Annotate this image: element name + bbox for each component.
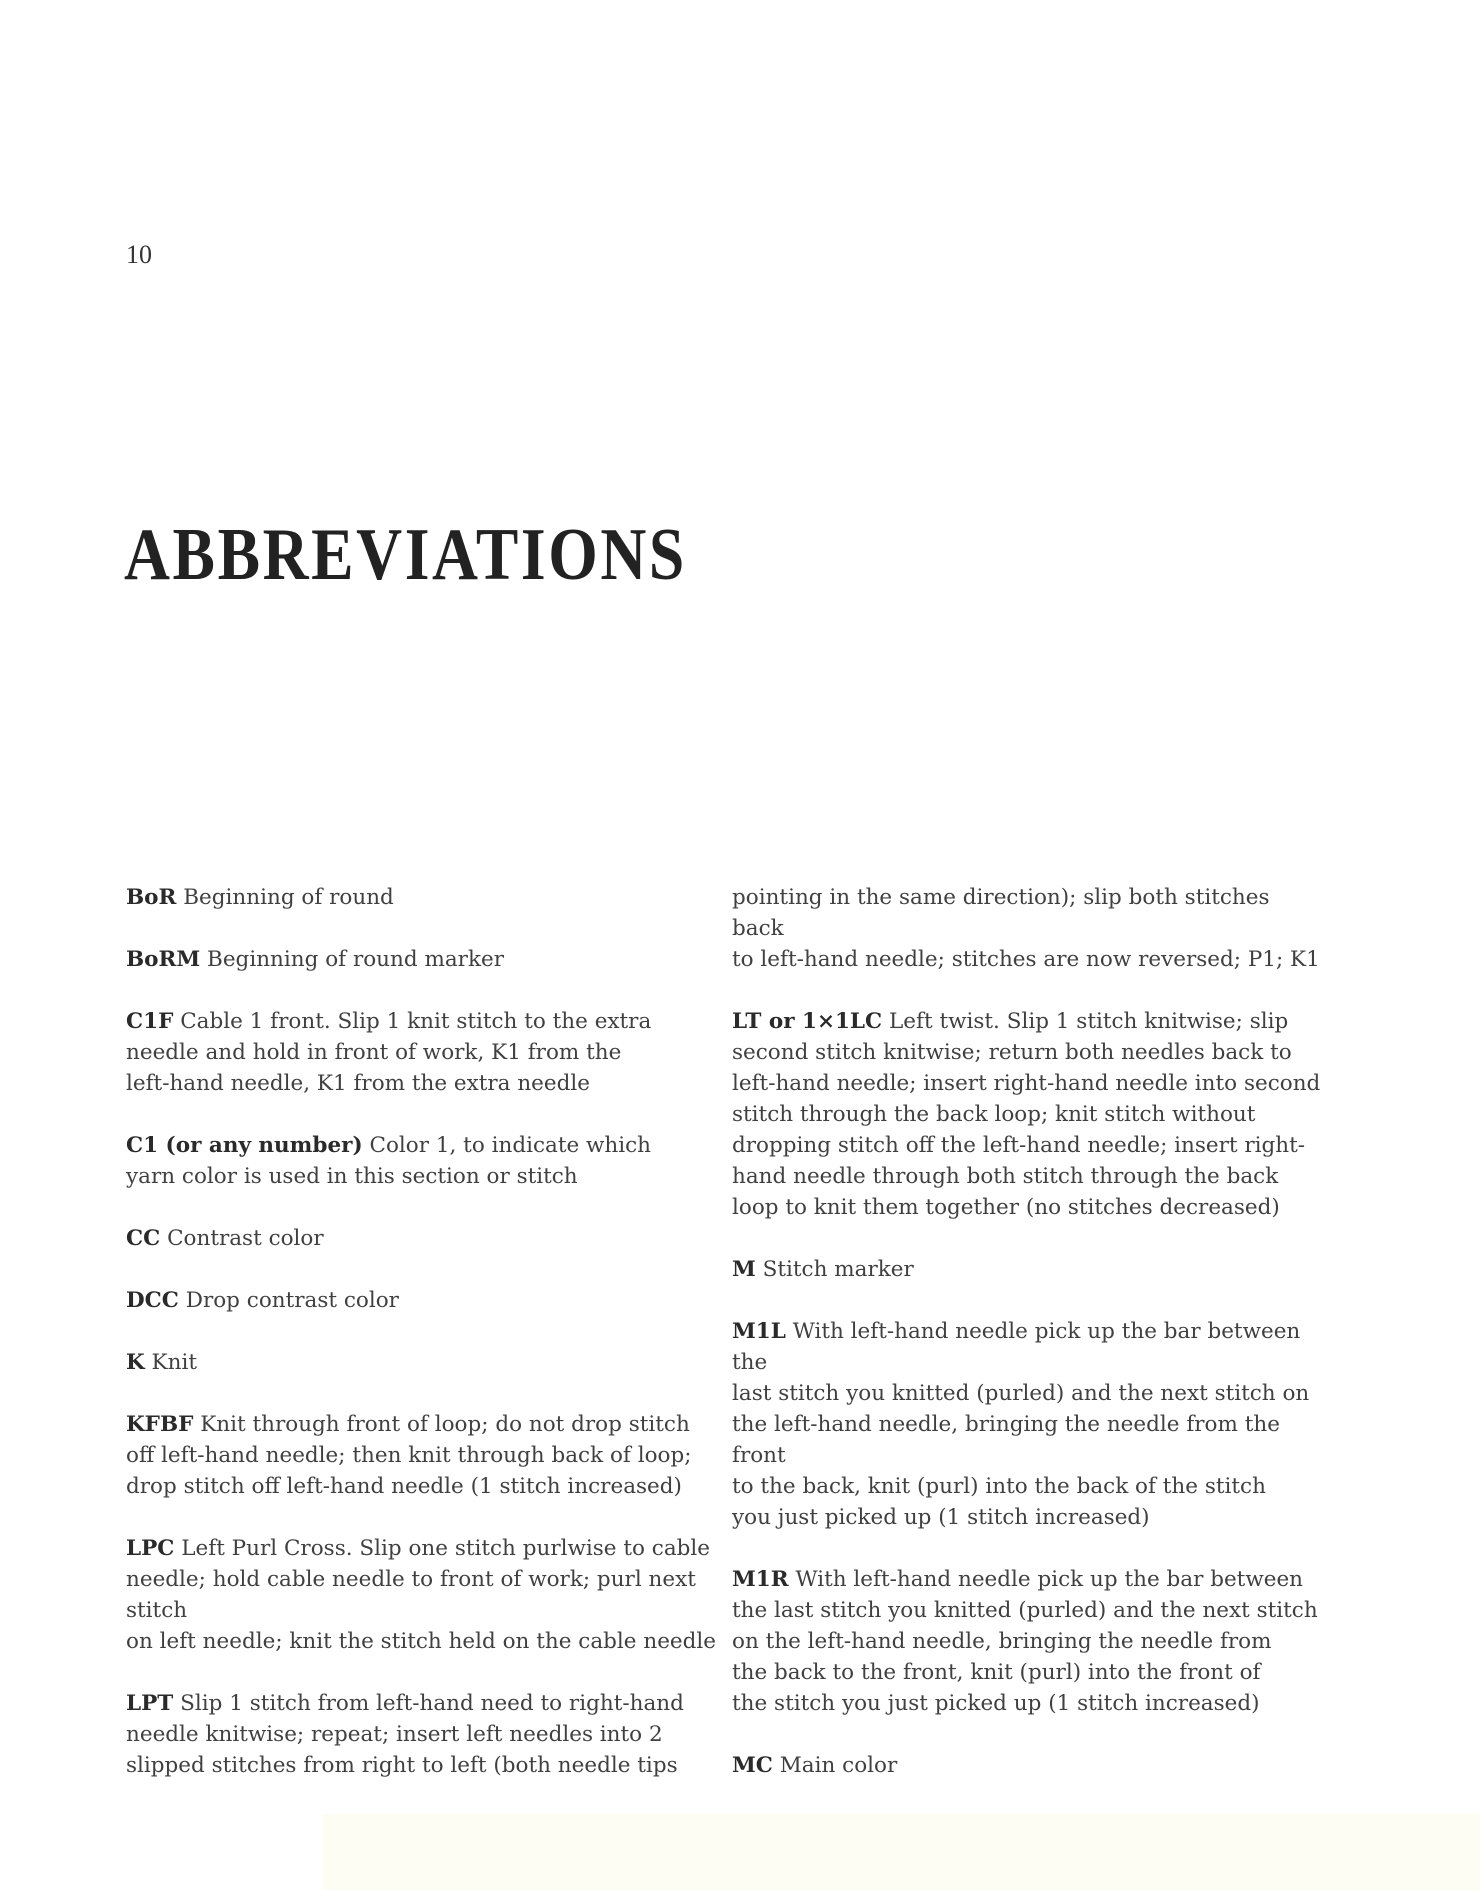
abbreviation-term: K <box>126 1350 145 1375</box>
continued-definition: pointing in the same direction); slip both stitches back to left-hand needle; stitches are now reversed; P1; K1 <box>732 885 1320 972</box>
abbreviation-entry <box>126 1688 716 1781</box>
abbreviation-entry <box>126 1347 716 1378</box>
abbreviation-term: BoR <box>126 885 177 910</box>
abbreviation-definition: Slip 1 stitch from left-hand need to right-hand needle knitwise; repeat; insert left needles into 2 slipped stitches from right to left (both needle tips <box>126 1691 684 1778</box>
abbreviation-definition: Beginning of round <box>183 885 394 910</box>
abbreviations-left-column <box>126 882 716 1812</box>
abbreviation-entry <box>732 1564 1322 1719</box>
abbreviation-entry <box>126 1006 716 1099</box>
page-title: ABBREVIATIONS <box>124 514 687 596</box>
abbreviation-term: LPT <box>126 1691 174 1716</box>
abbreviation-term: LPC <box>126 1536 175 1561</box>
abbreviation-definition: Left Purl Cross. Slip one stitch purlwise to cable needle; hold cable needle to front of work; purl next stitch on left needle; knit the stitch held on the cable needle <box>126 1536 717 1654</box>
abbreviation-definition: With left-hand needle pick up the bar between the last stitch you knitted (purled) and the next stitch on the left-hand needle, bringing the needle from the front to the back, knit (purl) into the back of the stitch you just picked up (1 stitch increased) <box>732 1319 1310 1530</box>
abbreviation-entry <box>126 1409 716 1502</box>
abbreviation-entry <box>126 882 716 913</box>
abbreviations-right-column <box>732 882 1322 1874</box>
abbreviation-definition: Stitch marker <box>762 1257 914 1282</box>
abbreviation-entry <box>126 1223 716 1254</box>
abbreviation-definition: Beginning of round marker <box>207 947 504 972</box>
abbreviation-definition: With left-hand needle pick up the bar between the last stitch you knitted (purled) and the next stitch on the left-hand needle, bringing the needle from the back to the front, knit (purl) into the front of the stitch you just picked up (1 stitch increased) <box>732 1567 1318 1716</box>
abbreviation-term: BoRM <box>126 947 201 972</box>
abbreviation-term: DCC <box>126 1288 179 1313</box>
abbreviation-term: KFBF <box>126 1412 194 1437</box>
abbreviation-term: M <box>732 1257 756 1282</box>
abbreviation-definition: Left twist. Slip 1 stitch knitwise; slip second stitch knitwise; return both needles back to left-hand needle; insert right-hand needle into second stitch through the back loop; knit stitch without dropping stitch off the left-hand needle; insert right- hand needle through both stitch through the back loop to knit them together (no stitches decreased) <box>732 1009 1321 1220</box>
abbreviation-definition: Knit <box>151 1350 197 1375</box>
abbreviation-definition: Color 1, to indicate which yarn color is used in this section or stitch <box>126 1133 652 1189</box>
abbreviation-entry <box>732 1254 1322 1285</box>
abbreviation-term: MC <box>732 1753 773 1778</box>
abbreviation-definition: Drop contrast color <box>185 1288 399 1313</box>
abbreviation-definition: Cable 1 front. Slip 1 knit stitch to the extra needle and hold in front of work, K1 from the left-hand needle, K1 from the extra needle <box>126 1009 652 1096</box>
abbreviation-definition: Knit through front of loop; do not drop stitch off left-hand needle; then knit through back of loop; drop stitch off left-hand needle (1 stitch increased) <box>126 1412 692 1499</box>
page-number: 10 <box>126 240 152 269</box>
abbreviation-definition: Contrast color <box>167 1226 324 1251</box>
abbreviation-entry <box>126 944 716 975</box>
abbreviation-term: C1F <box>126 1009 174 1034</box>
abbreviation-term: CC <box>126 1226 161 1251</box>
abbreviation-definition: Main color <box>779 1753 898 1778</box>
abbreviation-entry <box>732 1316 1322 1533</box>
abbreviation-entry <box>126 1533 716 1657</box>
abbreviation-term: LT or 1×1LC <box>732 1009 883 1034</box>
abbreviation-entry <box>126 1285 716 1316</box>
cream-corner-strip <box>322 1814 1480 1890</box>
abbreviation-entry <box>732 1750 1322 1781</box>
abbreviation-term: M1L <box>732 1319 786 1344</box>
abbreviation-term: C1 (or any number) <box>126 1133 363 1158</box>
abbreviation-entry <box>126 1130 716 1192</box>
abbreviation-term: M1R <box>732 1567 789 1592</box>
abbreviation-entry <box>732 1006 1322 1223</box>
